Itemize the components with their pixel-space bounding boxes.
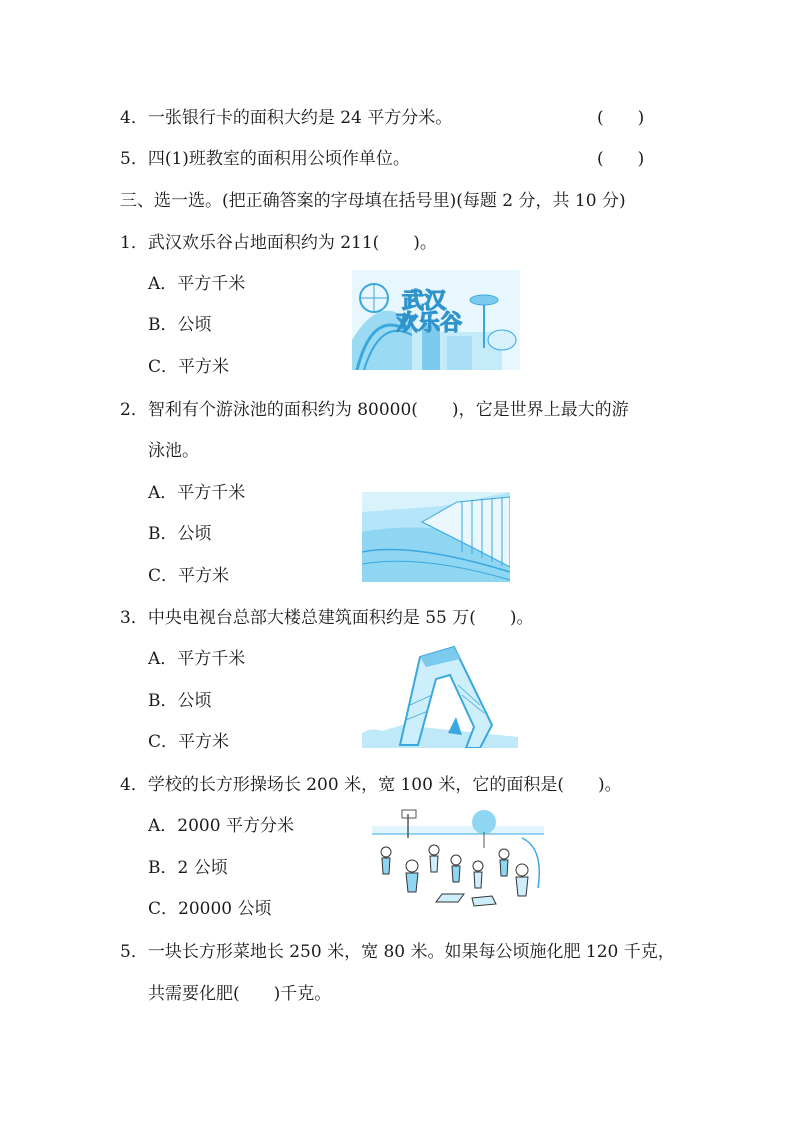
question-3: 3．中央电视台总部大楼总建筑面积约是 55 万( )。 [120,608,534,628]
judge-answer-blank-4[interactable]: ( ) [597,108,645,128]
q4-option-c[interactable]: C．20000 公顷 [148,899,272,919]
question-2: 2．智利有个游泳池的面积约为 80000( )，它是世界上最大的游 [120,400,629,420]
swimming-pool-illustration [362,492,510,582]
question-5: 5．一块长方形菜地长 250 米，宽 80 米。如果每公顷施化肥 120 千克， [120,942,675,962]
q2-option-b[interactable]: B．公顷 [148,524,212,544]
question-5-continued: 共需要化肥( )千克。 [148,984,332,1004]
wuhan-happy-valley-illustration [352,270,520,370]
section-three-heading: 三、选一选。(把正确答案的字母填在括号里)(每题 2 分，共 10 分) [120,191,626,211]
q1-option-b[interactable]: B．公顷 [148,315,212,335]
q3-option-c[interactable]: C．平方米 [148,732,230,752]
q2-option-a[interactable]: A．平方千米 [148,483,246,503]
logo-lettering: 武汉 [402,289,447,314]
q3-option-a[interactable]: A．平方千米 [148,649,246,669]
judge-item-5: 5．四(1)班教室的面积用公顷作单位。 [120,149,410,169]
judge-answer-blank-5[interactable]: ( ) [597,149,645,169]
question-2-continued: 泳池。 [148,441,199,461]
q4-option-a[interactable]: A．2000 平方分米 [148,816,294,836]
question-4: 4．学校的长方形操场长 200 米，宽 100 米，它的面积是( )。 [120,775,622,795]
q1-option-c[interactable]: C．平方米 [148,357,230,377]
question-1: 1．武汉欢乐谷占地面积约为 211( )。 [120,233,437,253]
q3-option-b[interactable]: B．公顷 [148,691,212,711]
playground-illustration [372,808,544,912]
q4-option-b[interactable]: B．2 公顷 [148,858,228,878]
cctv-tower-illustration [362,645,518,748]
q1-option-a[interactable]: A．平方千米 [148,274,246,294]
q2-option-c[interactable]: C．平方米 [148,566,230,586]
judge-item-4: 4．一张银行卡的面积大约是 24 平方分米。 [120,108,453,128]
svg-text:欢乐谷: 欢乐谷 [396,311,463,336]
